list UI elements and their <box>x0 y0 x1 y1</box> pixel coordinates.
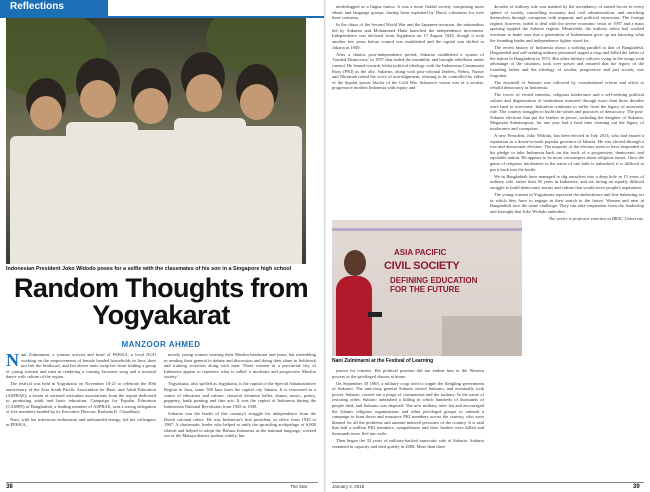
face <box>240 84 274 120</box>
column-4 <box>490 4 644 480</box>
column-3-para: underdogged as a lingua franca. It was a more fluidal society comprising more ethnic and language groups, having been exploited by Dutch colonizers for over three centuries. <box>332 4 484 21</box>
column-4-para: decades of military rule was marked by the ascendancy of armed forces in every sphere of society, controlling economy and civil administration, and enriching themselves through corruption with impunity and political repression. The foreign regime, however, failed to deal with the severe economic crisis of 1997 and a mass uprising toppled the Suharto regime. Meanwhile, the military rulers had worked overtime to make sure that a generation of Indonesians grew up not knowing what the founding leader and independence fighter stood for. <box>490 4 644 43</box>
page-number-left: 38 <box>6 484 13 490</box>
microphone <box>368 312 382 317</box>
footer-rule-right <box>332 482 644 483</box>
column-4-para: The recent history of Indonesia shows a striking parallel to that of Bangladesh. Disgruntled and self-seeking military personnel staged a coup and killed the father of the nation in Bangladesh in 1975. But other military officers vying in the wings took advantage of the situation, took over power and ensured that the legacy of the founding father and the ideology of secular, progressive and just society was forgotten. <box>490 44 644 78</box>
column-3-para: On September 30 1965, a military coup tried to topple the fledgling government of Sukarno. The anti-coup general Suharto ousted Sukarno, and eventually took power. Suharto, carried out a purge of communists and the military. In the name of restoring order, Suharto unleashed a killing in which hundreds of thousands of people died, and Sukarno was deposed. The new military ruler led and encouraged the Islamic religious organizations and other privileged groups to unleash a campaign to hunt down and massacre PKI members across the country, who were blamed for all the problems and anomie-induced pressures of the country. It is said that half a million PKI members, sympathizers and their leaders were killed and thousands more fled into exile. <box>332 380 484 437</box>
column-3-para: Then began the 32 years of military-backed autocratic rule of Suharto. Suharto remained in capacity and died quietly in 2008. More than three <box>332 438 484 449</box>
column-2-para: Sukarno was the leader of this country's struggle for independence from the Dutch colonial rulers. He was Indonesia's first president, in office from 1945 to 1967. A charismatic leader who helped to unify the sprawling archipelago of 6,000 islands and helped to adopt the Bahasa Indonesia as the national language, worked out of the Malaya district spoken widely, but <box>164 410 316 439</box>
column-3 <box>332 4 484 216</box>
column-2-para: mostly young women wearing their Muslim headscarf and jeans, but resembling in sending their general to debate and discussion and doing their share in fieldwork and training activities along with men. These women in a provincial city of Indonesia appear to represent what is called 'a moderate and progressive Muslim society.' <box>164 352 316 380</box>
headline <box>6 275 316 329</box>
headline-line-1: Random Thoughts from <box>14 273 308 303</box>
footer-rule-left <box>6 482 318 483</box>
photo-president-selfie <box>6 18 306 264</box>
column-4-para: We in Bangladesh have managed to dig ourselves into a deep hole in 15 years of military rule, rather than 30 years in Indonesia, and are facing an equally difficult struggle to build democratic norms and culture that would serve people's aspirations. <box>490 173 644 190</box>
column-1-para: ani Zulminarni, a woman activist and head of PEKKA, a local NGO working on the empowerment of female headed households in Java, does not fret the headscarf, and her above tunic wrap her from leading a group of young women and men in rendering a rousing Javanese song and a musical dance with culture of the region. <box>6 352 156 380</box>
page-gutter <box>324 0 326 492</box>
banner-bottom-line-2: FOR THE FUTURE <box>390 285 460 294</box>
column-3-para: justice for citizens. His political position did not endear him to the Western powers or the privileged classes at home. <box>332 368 484 379</box>
byline: MANZOOR AHMED <box>121 340 201 349</box>
face <box>134 88 168 124</box>
face <box>186 74 222 112</box>
issue-date: January 2, 2015 <box>332 484 365 489</box>
banner-bottom-line-1: DEFINING EDUCATION <box>390 276 478 285</box>
column-3-para: After a chaotic post-independence period, Sukarno established a system of 'Guided Democracy' in 1957 that ended the instability and brought rebellions under control. He leaned towards leftist political ideology with the Indonesian Communist Party (PKI) as the ally. Sukarno, along with post-colonial leaders, Nehru, Nasser and Nkrumah raised the voice of non-alignment, refusing to be controlled by either of the bipolar power blocks of the Cold War. Sukarno's vision was of a secular, progressive modern Indonesia with equity and <box>332 51 484 91</box>
column-1-para: The festival was held in Yogyakarta on November 18-21 to celebrate the 50th anniversary of the Asia South Pacific Association for Basic and Adult Education (ASPBAE), a forum of national education associations from the region dedicated to promoting adult and basic education. Campaign for Popular Education (CAMPE) of Bangladesh, a leading member of ASPBAE, sent a strong delegation of five members headed by its Executive Director, Rasheda K. Choudhury. <box>6 381 156 415</box>
speaker-body <box>336 276 372 356</box>
column-1 <box>6 352 156 480</box>
page-number-right: 39 <box>633 484 640 490</box>
author-note: The writer is professor emeritus at BRAC University. <box>548 215 644 221</box>
column-2 <box>164 352 316 480</box>
photo2-caption: Nani Zulminarni at the Festival of Learning <box>332 358 434 364</box>
speaker-head <box>344 250 366 276</box>
column-1-para: Nani, with her infectious enthusiasm and unbounded energy, led her colleagues in PEKKA, <box>6 416 156 428</box>
drop-cap: N <box>6 352 19 370</box>
face <box>30 96 62 130</box>
face <box>80 80 116 118</box>
headline-line-2: Yogyakarat <box>92 300 230 330</box>
column-3-continued <box>332 368 484 480</box>
photo1-caption: Indonesian President Joko Widodo poses for a selfie with the classmates of his son in a Singapore high school <box>6 266 292 272</box>
banner-text-bottom <box>390 276 477 294</box>
column-4-para: A new President, Joko Widodo, has been elected in July 2014, who had earned a reputation as a down-to-earth popular governor of Jakarta. He was elected through a free and democratic election. The majority of the electors seem to have responded to his pledge to take Indonesia back on the track of a progressive, democratic and equitable nation. He appears to be more circumspect about religious issues. Once the genie of religious intolerance in the name of one faith is unleashed, it is difficult to put it back into the bottle. <box>490 133 644 172</box>
banner-text-middle: CIVIL SOCIETY <box>384 260 460 272</box>
column-4-para: The downfall of Suharto was followed by constitutional reform and effort to rebuild democracy in Indonesia. <box>490 79 644 91</box>
section-label: Reflections <box>10 1 64 12</box>
column-4-para: The forces of vested interests, religious intolerance and a self-seeking political culture and degeneration of institutions nurtured through more than three decades were hard to overcome. Indonesia continues to suffer from the legacy of autocratic rule. The country struggles to build the values and practices of democracy. The post-Suharto elections that put the leaders in power, including the daughter of Sukarno, Megawati Sukarnoputri, for one year had a hard time cleaning out the legacy of intolerance and corruption. <box>490 92 644 131</box>
shirt <box>230 126 302 264</box>
banner-text-top: ASIA PACIFIC <box>394 248 447 257</box>
section-tab <box>0 0 108 16</box>
publication-name: The Star <box>290 484 308 489</box>
column-2-para: Yogyakarta, also spelled as Jogjakarta, is the capital of the Special Administrative Region in Java, some 560 kms from the capital city Jakarta. It is renowned as a centre of education and culture, classical Javanese ballet, drama, music, poetry, puppetry, batik printing and fine arts. It was the capital of Indonesia during the Indonesian National Revolution from 1945 to 1949. <box>164 381 316 409</box>
column-4-para: The young women in Yogyakarta represent the ambivalence and fine balancing act in which they have to engage in their search in the future. Women and men in Bangladesh face the same challenge. They can take inspiration from the leadership and foresight that Joko Widodo embodies. <box>490 192 644 214</box>
column-3-para: In the chaos of the Second World War and the Japanese invasion, the nationalists led by Sukarno and Mohammed Hatta launched the independence movement. Independence was declared from Jogjakarta on 17 August 1945, though it took another few years before control was established and the capital was shifted to Jakarta in 1949. <box>332 22 484 50</box>
